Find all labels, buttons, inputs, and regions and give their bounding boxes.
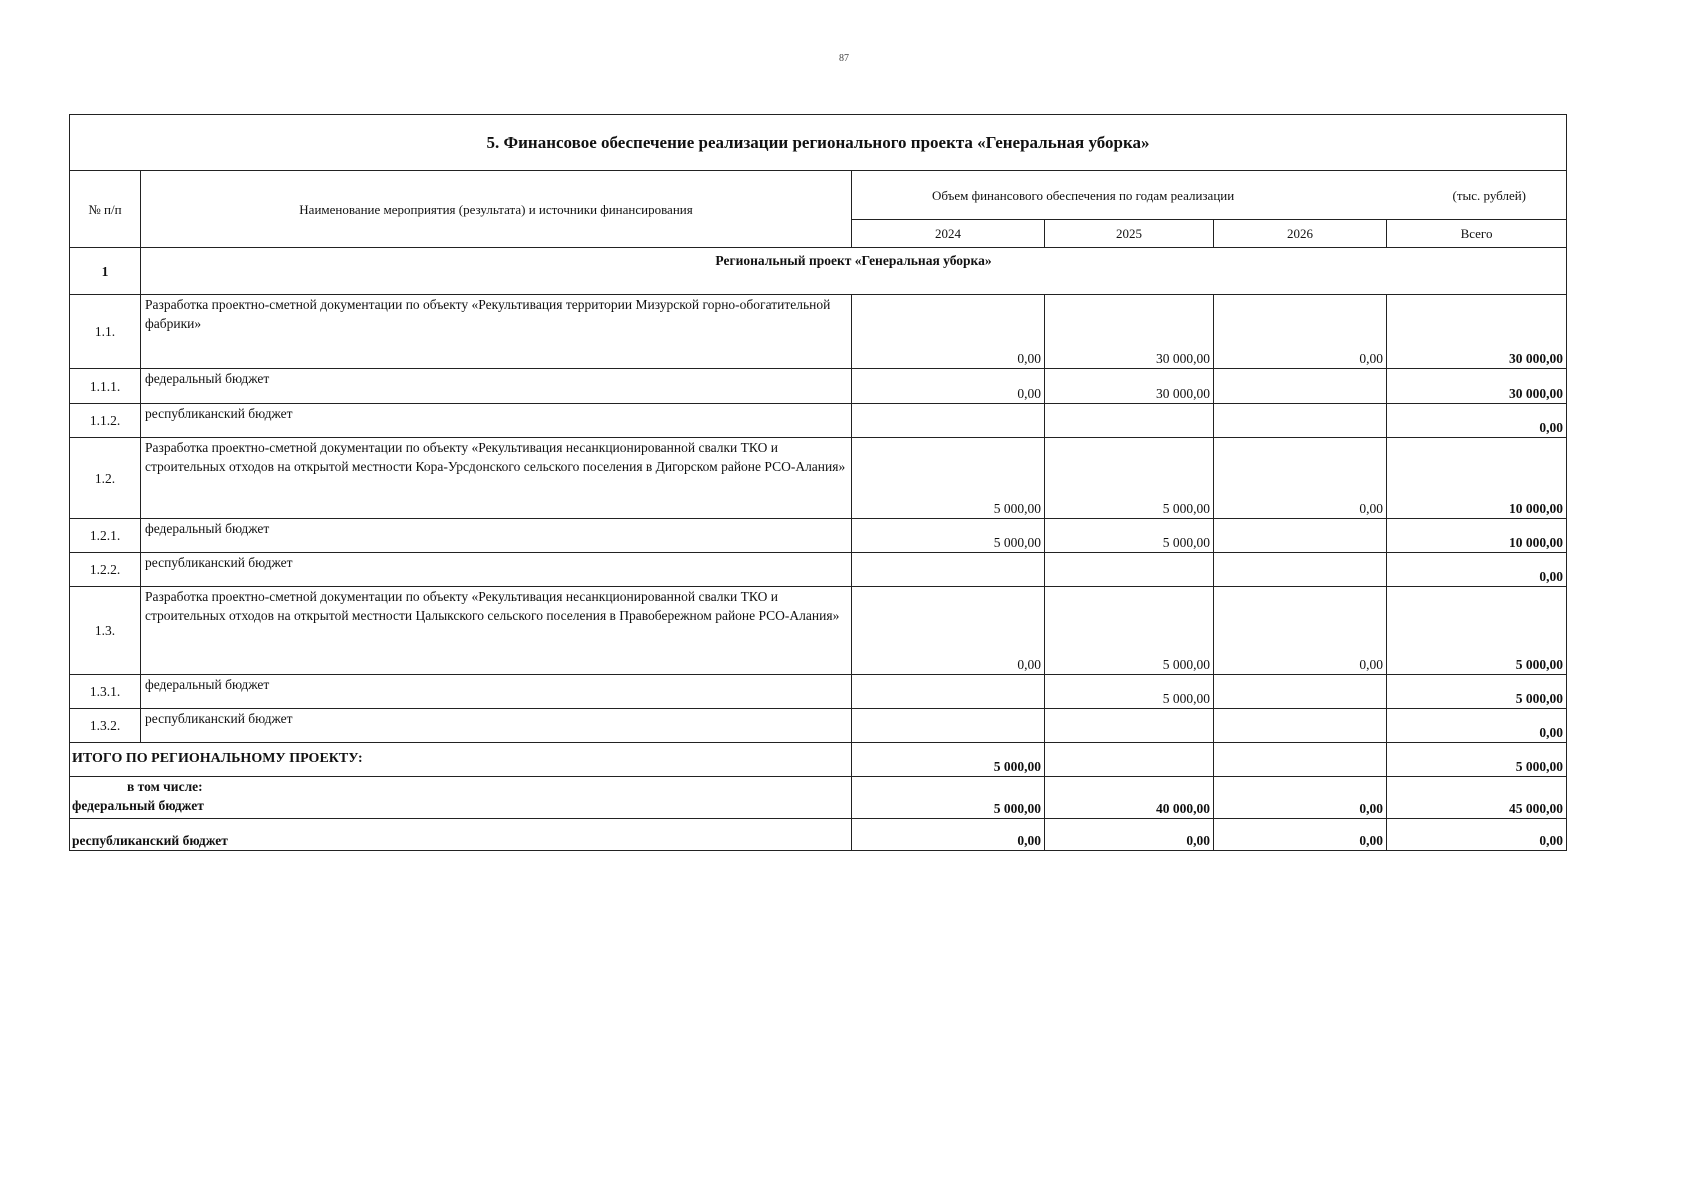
table-row <box>70 438 1567 519</box>
row-num: 1.3.1. <box>70 675 141 709</box>
row-value-total: 10 000,00 <box>1387 519 1567 553</box>
totals-federal-row <box>70 777 1567 819</box>
header-unit: (тыс. рублей) <box>1452 187 1527 203</box>
row-value-2024 <box>852 404 1045 438</box>
totals-republican-row <box>70 819 1567 851</box>
section-num: 1 <box>70 248 141 295</box>
row-name: республиканский бюджет <box>141 553 852 587</box>
row-name: федеральный бюджет <box>141 519 852 553</box>
totals-federal-label-cell <box>70 777 852 819</box>
title-row <box>70 115 1567 171</box>
row-value-total: 5 000,00 <box>1387 675 1567 709</box>
row-value-2024: 0,00 <box>852 295 1045 369</box>
financing-table <box>69 114 1567 851</box>
row-value-2025: 5 000,00 <box>1045 438 1214 519</box>
row-value-2024 <box>852 553 1045 587</box>
header-name: Наименование мероприятия (результата) и источники финансирования <box>141 171 852 248</box>
row-num: 1.2. <box>70 438 141 519</box>
row-num: 1.3.2. <box>70 709 141 743</box>
row-value-2025: 5 000,00 <box>1045 675 1214 709</box>
row-name: республиканский бюджет <box>141 709 852 743</box>
table-row <box>70 404 1567 438</box>
row-value-2026 <box>1214 404 1387 438</box>
federal-value-2026: 0,00 <box>1214 777 1387 819</box>
row-value-2026 <box>1214 709 1387 743</box>
row-value-2026: 0,00 <box>1214 587 1387 675</box>
row-value-2024: 5 000,00 <box>852 438 1045 519</box>
section-title: Региональный проект «Генеральная уборка» <box>141 248 1567 295</box>
table-row <box>70 675 1567 709</box>
row-name: федеральный бюджет <box>141 369 852 404</box>
table-title: 5. Финансовое обеспечение реализации регионального проекта «Генеральная уборка» <box>70 115 1567 171</box>
row-value-2025: 5 000,00 <box>1045 519 1214 553</box>
row-value-2024 <box>852 709 1045 743</box>
republican-value-2025: 0,00 <box>1045 819 1214 851</box>
row-value-total: 10 000,00 <box>1387 438 1567 519</box>
row-num: 1.3. <box>70 587 141 675</box>
row-value-2026 <box>1214 519 1387 553</box>
row-value-2025: 30 000,00 <box>1045 369 1214 404</box>
row-value-total: 5 000,00 <box>1387 587 1567 675</box>
row-value-2025: 30 000,00 <box>1045 295 1214 369</box>
row-value-total: 30 000,00 <box>1387 295 1567 369</box>
table-row <box>70 369 1567 404</box>
header-year-total: Всего <box>1387 220 1567 248</box>
totals-row <box>70 743 1567 777</box>
row-name: федеральный бюджет <box>141 675 852 709</box>
row-name: республиканский бюджет <box>141 404 852 438</box>
table-row <box>70 709 1567 743</box>
header-num: № п/п <box>70 171 141 248</box>
row-num: 1.1. <box>70 295 141 369</box>
federal-value-total: 45 000,00 <box>1387 777 1567 819</box>
header-year-2025: 2025 <box>1045 220 1214 248</box>
row-name: Разработка проектно-сметной документации по объекту «Рекультивация несанкционированной свалки ТКО и строительных отходов на открытой местности Кора-Урсдонского сельского поселения в Дигорском районе РСО-Алания» <box>141 438 852 519</box>
row-value-total: 0,00 <box>1387 709 1567 743</box>
totals-label: ИТОГО ПО РЕГИОНАЛЬНОМУ ПРОЕКТУ: <box>70 743 852 777</box>
totals-value-2025 <box>1045 743 1214 777</box>
row-value-2024 <box>852 675 1045 709</box>
republican-value-total: 0,00 <box>1387 819 1567 851</box>
including-label: в том числе: <box>127 779 203 794</box>
row-num: 1.2.1. <box>70 519 141 553</box>
row-value-2025 <box>1045 553 1214 587</box>
section-row <box>70 248 1567 295</box>
republican-value-2024: 0,00 <box>852 819 1045 851</box>
header-row <box>70 171 1567 220</box>
totals-value-total: 5 000,00 <box>1387 743 1567 777</box>
row-num: 1.2.2. <box>70 553 141 587</box>
row-name: Разработка проектно-сметной документации по объекту «Рекультивация несанкционированной свалки ТКО и строительных отходов на открытой местности Цалыкского сельского поселения в Правобережном районе РСО-Алания» <box>141 587 852 675</box>
row-value-2024: 0,00 <box>852 369 1045 404</box>
row-value-2026: 0,00 <box>1214 295 1387 369</box>
row-value-total: 0,00 <box>1387 404 1567 438</box>
row-value-2026 <box>1214 675 1387 709</box>
table-row <box>70 553 1567 587</box>
row-value-2024: 5 000,00 <box>852 519 1045 553</box>
federal-value-2024: 5 000,00 <box>852 777 1045 819</box>
row-num: 1.1.2. <box>70 404 141 438</box>
totals-republican-label: республиканский бюджет <box>70 819 852 851</box>
row-value-2024: 0,00 <box>852 587 1045 675</box>
page-number: 87 <box>839 53 849 64</box>
table-row <box>70 587 1567 675</box>
table-row <box>70 519 1567 553</box>
row-value-2025 <box>1045 709 1214 743</box>
row-value-total: 30 000,00 <box>1387 369 1567 404</box>
row-value-2026 <box>1214 553 1387 587</box>
row-value-2025: 5 000,00 <box>1045 587 1214 675</box>
totals-federal-label: федеральный бюджет <box>72 798 204 813</box>
table-row <box>70 295 1567 369</box>
row-value-2026 <box>1214 369 1387 404</box>
row-num: 1.1.1. <box>70 369 141 404</box>
row-value-2026: 0,00 <box>1214 438 1387 519</box>
row-value-total: 0,00 <box>1387 553 1567 587</box>
header-year-2026: 2026 <box>1214 220 1387 248</box>
totals-value-2026 <box>1214 743 1387 777</box>
row-name: Разработка проектно-сметной документации по объекту «Рекультивация территории Мизурской горно-обогатительной фабрики» <box>141 295 852 369</box>
republican-value-2026: 0,00 <box>1214 819 1387 851</box>
federal-value-2025: 40 000,00 <box>1045 777 1214 819</box>
totals-value-2024: 5 000,00 <box>852 743 1045 777</box>
header-year-2024: 2024 <box>852 220 1045 248</box>
header-volume <box>852 171 1567 220</box>
header-volume-label: Объем финансового обеспечения по годам реализации <box>932 187 1235 203</box>
row-value-2025 <box>1045 404 1214 438</box>
